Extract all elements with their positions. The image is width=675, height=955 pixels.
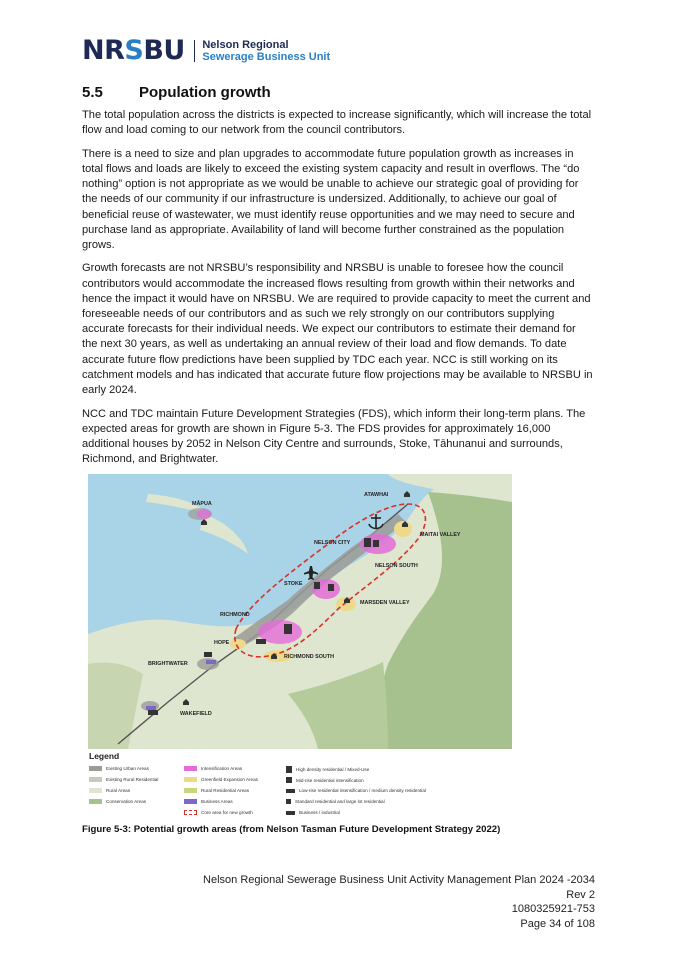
paragraph: Growth forecasts are not NRSBU’s responsibility and NRSBU is unable to foresee how the council contributors would accommodate the increased flows resulting from growth within their networks and hence the impact it would have on NRSBU. We are required to provide capacity to meet the current and foreseeable needs of our contributors and as such we rely strongly on our contributors supplying accurate forecasts for their individual needs. We expect our contributors to estimate their demand for the next 30 years, as well as undertaking an annual review of their load and flow demands. To date accurate future flow predictions have been supplied by TDC each year. NCC is still working on its catchment models and has indicated that accurate future flow projections may be available to NRSBU in early 2024. bbox=[82, 262, 593, 397]
legend-item bbox=[89, 788, 130, 793]
legend-label: Low-rise residential intensification / medium density residential bbox=[299, 788, 426, 793]
mid-rise-symbol bbox=[314, 582, 320, 589]
section-number: 5.5 bbox=[82, 84, 103, 101]
page-footer bbox=[203, 873, 595, 931]
legend-label: Core area for new growth bbox=[201, 810, 253, 815]
logo-org-name bbox=[202, 39, 330, 63]
logo-divider bbox=[194, 40, 196, 62]
legend-item bbox=[286, 810, 340, 815]
paragraph: There is a need to size and plan upgrades to accommodate future population growth as increases in total flows and loads are likely to exceed the existing system capacity and result in overflows. The “do nothing” option is not appropriate as we would be unable to achieve our strategic goal of providing for the needs of our community if our infrastructure is undersized. Additionally, to achieve our goal of beneficial reuse of wastewater, we must identify reuse opportunities and we may need to secure and purchase land as appropriate. Availability of land will become further constrained as the population grows. bbox=[82, 147, 580, 251]
map-label: RICHMOND SOUTH bbox=[284, 654, 335, 660]
low-rise-symbol bbox=[256, 639, 266, 644]
legend-label: Standard residential and large lot residential bbox=[295, 799, 385, 804]
low-rise-symbol bbox=[204, 652, 212, 657]
legend-label: Rural Residential Areas bbox=[201, 788, 250, 793]
legend-title: Legend bbox=[89, 751, 120, 761]
high-density-symbol bbox=[373, 540, 379, 547]
mid-rise-icon bbox=[286, 777, 292, 783]
body-text bbox=[82, 108, 594, 476]
industrial-icon bbox=[286, 811, 295, 815]
high-density-icon bbox=[286, 766, 292, 773]
high-density-symbol bbox=[284, 624, 292, 634]
legend-label: Greenfield Expansion Areas bbox=[201, 777, 258, 782]
section-title: Population growth bbox=[139, 84, 271, 101]
legend-item bbox=[286, 799, 385, 804]
legend-label: Business Areas bbox=[201, 799, 233, 804]
legend-swatch bbox=[184, 766, 197, 771]
legend-item bbox=[286, 766, 369, 773]
legend-label: Business / industrial bbox=[299, 810, 340, 815]
map-legend bbox=[88, 749, 512, 819]
map-label: WAKEFIELD bbox=[180, 711, 212, 717]
legend-item bbox=[89, 799, 146, 804]
legend-label: High density residential / Mixed-Use bbox=[296, 767, 370, 772]
legend-item bbox=[184, 766, 242, 771]
legend-swatch bbox=[89, 766, 102, 771]
logo-org-line2: Sewerage Business Unit bbox=[202, 51, 331, 63]
map-label: MAITAI VALLEY bbox=[420, 532, 461, 538]
paragraph: NCC and TDC maintain Future Development Strategies (FDS), which inform their long-term plans. The expected areas for growth are shown in Figure 5-3. The FDS provides for approximately 16,000 additional houses by 2052 in Nelson City Centre and surrounds, Stoke, Tāhunanui and surrounds, Richmond, and Brightwater. bbox=[82, 407, 586, 466]
map-label: MĀPUA bbox=[192, 501, 212, 507]
low-rise-symbol bbox=[148, 710, 158, 715]
map-label: NELSON CITY bbox=[314, 540, 351, 546]
logo-org-line1: Nelson Regional bbox=[202, 39, 289, 51]
map-label: NELSON SOUTH bbox=[375, 563, 418, 569]
legend-label: Intensification Areas bbox=[201, 766, 243, 771]
map-label: MARSDEN VALLEY bbox=[360, 600, 410, 606]
legend-label: Conservation Areas bbox=[106, 799, 147, 804]
map-label: STOKE bbox=[284, 581, 303, 587]
low-rise-icon bbox=[286, 789, 295, 793]
legend-item bbox=[286, 788, 426, 793]
legend-swatch bbox=[184, 788, 197, 793]
footer-document-id: 1080325921-753 bbox=[511, 903, 595, 915]
footer-revision: Rev 2 bbox=[566, 888, 595, 901]
legend-item bbox=[286, 777, 364, 783]
legend-swatch bbox=[89, 799, 102, 804]
nrsbu-logo bbox=[82, 37, 330, 65]
legend-item bbox=[89, 766, 149, 771]
legend-swatch bbox=[184, 777, 197, 782]
legend-swatch bbox=[184, 799, 197, 804]
legend-item bbox=[89, 777, 158, 782]
map-label: ATAWHAI bbox=[364, 492, 389, 498]
mid-rise-symbol bbox=[328, 584, 334, 591]
footer-page-number: Page 34 of 108 bbox=[520, 917, 595, 930]
house-icon bbox=[286, 799, 291, 804]
footer-document-title: Nelson Regional Sewerage Business Unit Activity Management Plan 2024 -2034 bbox=[203, 874, 595, 886]
legend-swatch bbox=[89, 777, 102, 782]
legend-item bbox=[184, 810, 253, 815]
growth-areas-map bbox=[88, 474, 512, 749]
legend-swatch bbox=[184, 810, 197, 815]
map-label: HOPE bbox=[214, 640, 230, 646]
section-heading bbox=[82, 84, 271, 101]
legend-item bbox=[184, 788, 249, 793]
legend-label: Existing Rural Residential bbox=[106, 777, 159, 782]
legend-item bbox=[184, 777, 258, 782]
business-brightwater bbox=[206, 660, 216, 664]
business-wakefield bbox=[146, 706, 156, 710]
logo-text: NRSBU bbox=[82, 35, 185, 66]
intensification-mapua bbox=[197, 509, 211, 519]
legend-item bbox=[184, 799, 233, 804]
legend-label: Mid-rise residential intensification bbox=[296, 777, 364, 783]
map-svg bbox=[88, 474, 512, 749]
high-density-symbol bbox=[364, 538, 371, 547]
map-label: BRIGHTWATER bbox=[148, 661, 188, 667]
legend-label: Rural Areas bbox=[106, 788, 131, 793]
logo-wordmark bbox=[82, 37, 185, 65]
paragraph: The total population across the districts is expected to increase significantly, which will increase the total flow and load coming to our network from the council contributors. bbox=[82, 109, 592, 137]
figure-caption: Figure 5-3: Potential growth areas (from Nelson Tasman Future Development Strategy 2022) bbox=[82, 824, 501, 835]
legend-swatch bbox=[89, 788, 102, 793]
map-label: RICHMOND bbox=[220, 612, 250, 618]
legend-label: Existing Urban Areas bbox=[106, 766, 149, 771]
